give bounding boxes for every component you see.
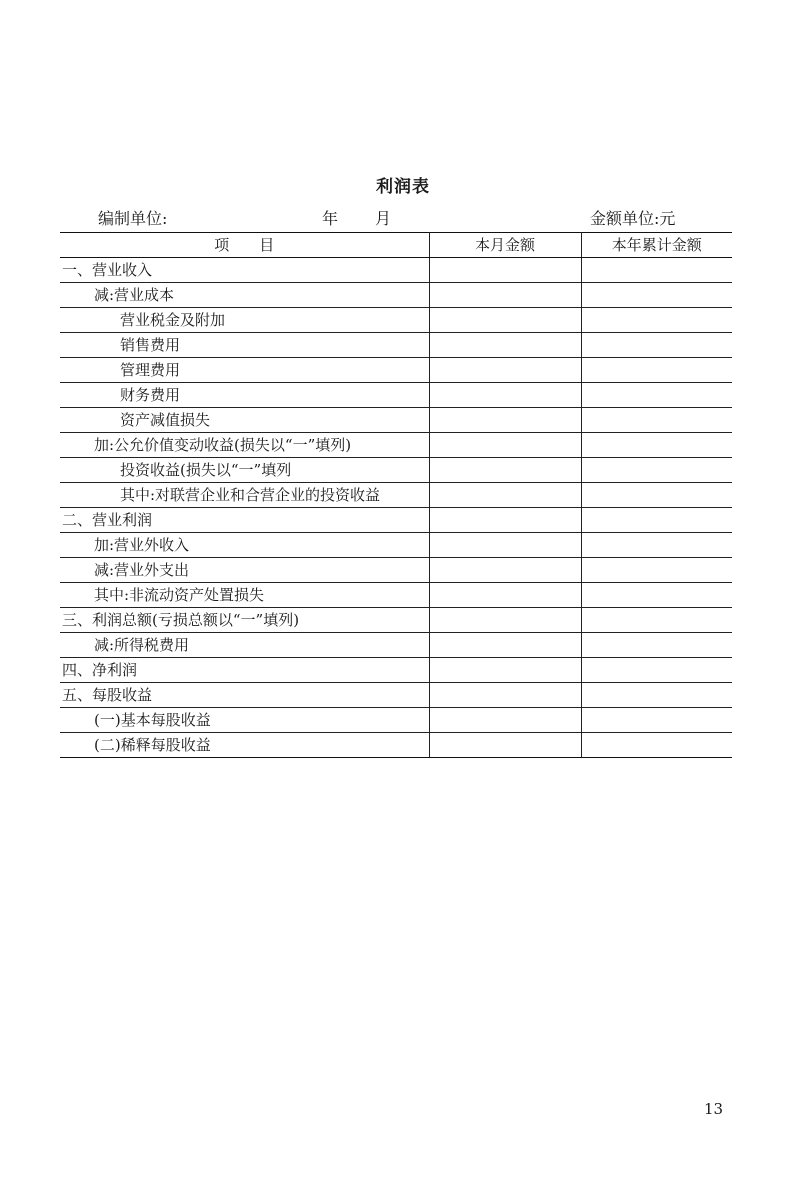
month-amount-cell (429, 658, 581, 683)
ytd-amount-cell (581, 258, 732, 283)
ytd-amount-cell (581, 558, 732, 583)
month-label: 月 (375, 209, 392, 228)
month-amount-cell (429, 508, 581, 533)
preparer-unit-label: 编制单位: (98, 209, 168, 228)
month-amount-cell (429, 633, 581, 658)
ytd-amount-cell (581, 633, 732, 658)
ytd-amount-cell (581, 708, 732, 733)
month-amount-cell (429, 733, 581, 758)
table-row (60, 483, 732, 508)
row-label: 一、营业收入 (60, 258, 429, 283)
ytd-amount-cell (581, 308, 732, 333)
table-row (60, 333, 732, 358)
table-header-row (60, 233, 732, 258)
month-amount-cell (429, 358, 581, 383)
month-amount-cell (429, 483, 581, 508)
row-label: 五、每股收益 (60, 683, 429, 708)
month-amount-cell (429, 608, 581, 633)
month-amount-cell (429, 558, 581, 583)
ytd-amount-cell (581, 483, 732, 508)
table-row (60, 433, 732, 458)
ytd-amount-cell (581, 283, 732, 308)
table-row (60, 508, 732, 533)
month-amount-cell (429, 583, 581, 608)
row-label: 管理费用 (60, 358, 429, 383)
row-label: (二)稀释每股收益 (60, 733, 429, 758)
month-amount-cell (429, 333, 581, 358)
table-row (60, 383, 732, 408)
column-header-month-amount: 本月金额 (429, 233, 581, 258)
ytd-amount-cell (581, 533, 732, 558)
table-row (60, 608, 732, 633)
table-row (60, 658, 732, 683)
column-header-item: 项 目 (60, 233, 429, 258)
table-row (60, 458, 732, 483)
ytd-amount-cell (581, 358, 732, 383)
row-label: 二、营业利润 (60, 508, 429, 533)
month-amount-cell (429, 258, 581, 283)
row-label: 加:公允价值变动收益(损失以“一”填列) (60, 433, 429, 458)
currency-unit-label: 金额单位:元 (590, 209, 676, 228)
row-label: 三、利润总额(亏损总额以“一”填列) (60, 608, 429, 633)
row-label: 资产减值损失 (60, 408, 429, 433)
table-row (60, 358, 732, 383)
ytd-amount-cell (581, 733, 732, 758)
ytd-amount-cell (581, 433, 732, 458)
row-label: 营业税金及附加 (60, 308, 429, 333)
ytd-amount-cell (581, 683, 732, 708)
row-label: 其中:非流动资产处置损失 (60, 583, 429, 608)
table-row (60, 258, 732, 283)
page-number: 13 (704, 1100, 724, 1118)
table-row (60, 733, 732, 758)
row-label: (一)基本每股收益 (60, 708, 429, 733)
month-amount-cell (429, 708, 581, 733)
ytd-amount-cell (581, 583, 732, 608)
row-label: 其中:对联营企业和合营企业的投资收益 (60, 483, 429, 508)
month-amount-cell (429, 683, 581, 708)
ytd-amount-cell (581, 458, 732, 483)
table-row (60, 683, 732, 708)
row-label: 财务费用 (60, 383, 429, 408)
row-label: 加:营业外收入 (60, 533, 429, 558)
table-row (60, 708, 732, 733)
row-label: 减:所得税费用 (60, 633, 429, 658)
table-row (60, 408, 732, 433)
ytd-amount-cell (581, 333, 732, 358)
row-label: 减:营业外支出 (60, 558, 429, 583)
table-row (60, 633, 732, 658)
income-statement-table (60, 232, 732, 758)
ytd-amount-cell (581, 508, 732, 533)
month-amount-cell (429, 533, 581, 558)
table-row (60, 283, 732, 308)
month-amount-cell (429, 283, 581, 308)
ytd-amount-cell (581, 608, 732, 633)
row-label: 投资收益(损失以“一”填列 (60, 458, 429, 483)
column-header-ytd-amount: 本年累计金额 (581, 233, 732, 258)
table-row (60, 308, 732, 333)
page-title: 利润表 (376, 177, 430, 197)
year-label: 年 (322, 209, 339, 228)
table-row (60, 583, 732, 608)
row-label: 四、净利润 (60, 658, 429, 683)
month-amount-cell (429, 308, 581, 333)
ytd-amount-cell (581, 658, 732, 683)
table-row (60, 533, 732, 558)
month-amount-cell (429, 408, 581, 433)
ytd-amount-cell (581, 408, 732, 433)
month-amount-cell (429, 433, 581, 458)
table-row (60, 558, 732, 583)
month-amount-cell (429, 458, 581, 483)
ytd-amount-cell (581, 383, 732, 408)
row-label: 减:营业成本 (60, 283, 429, 308)
month-amount-cell (429, 383, 581, 408)
row-label: 销售费用 (60, 333, 429, 358)
